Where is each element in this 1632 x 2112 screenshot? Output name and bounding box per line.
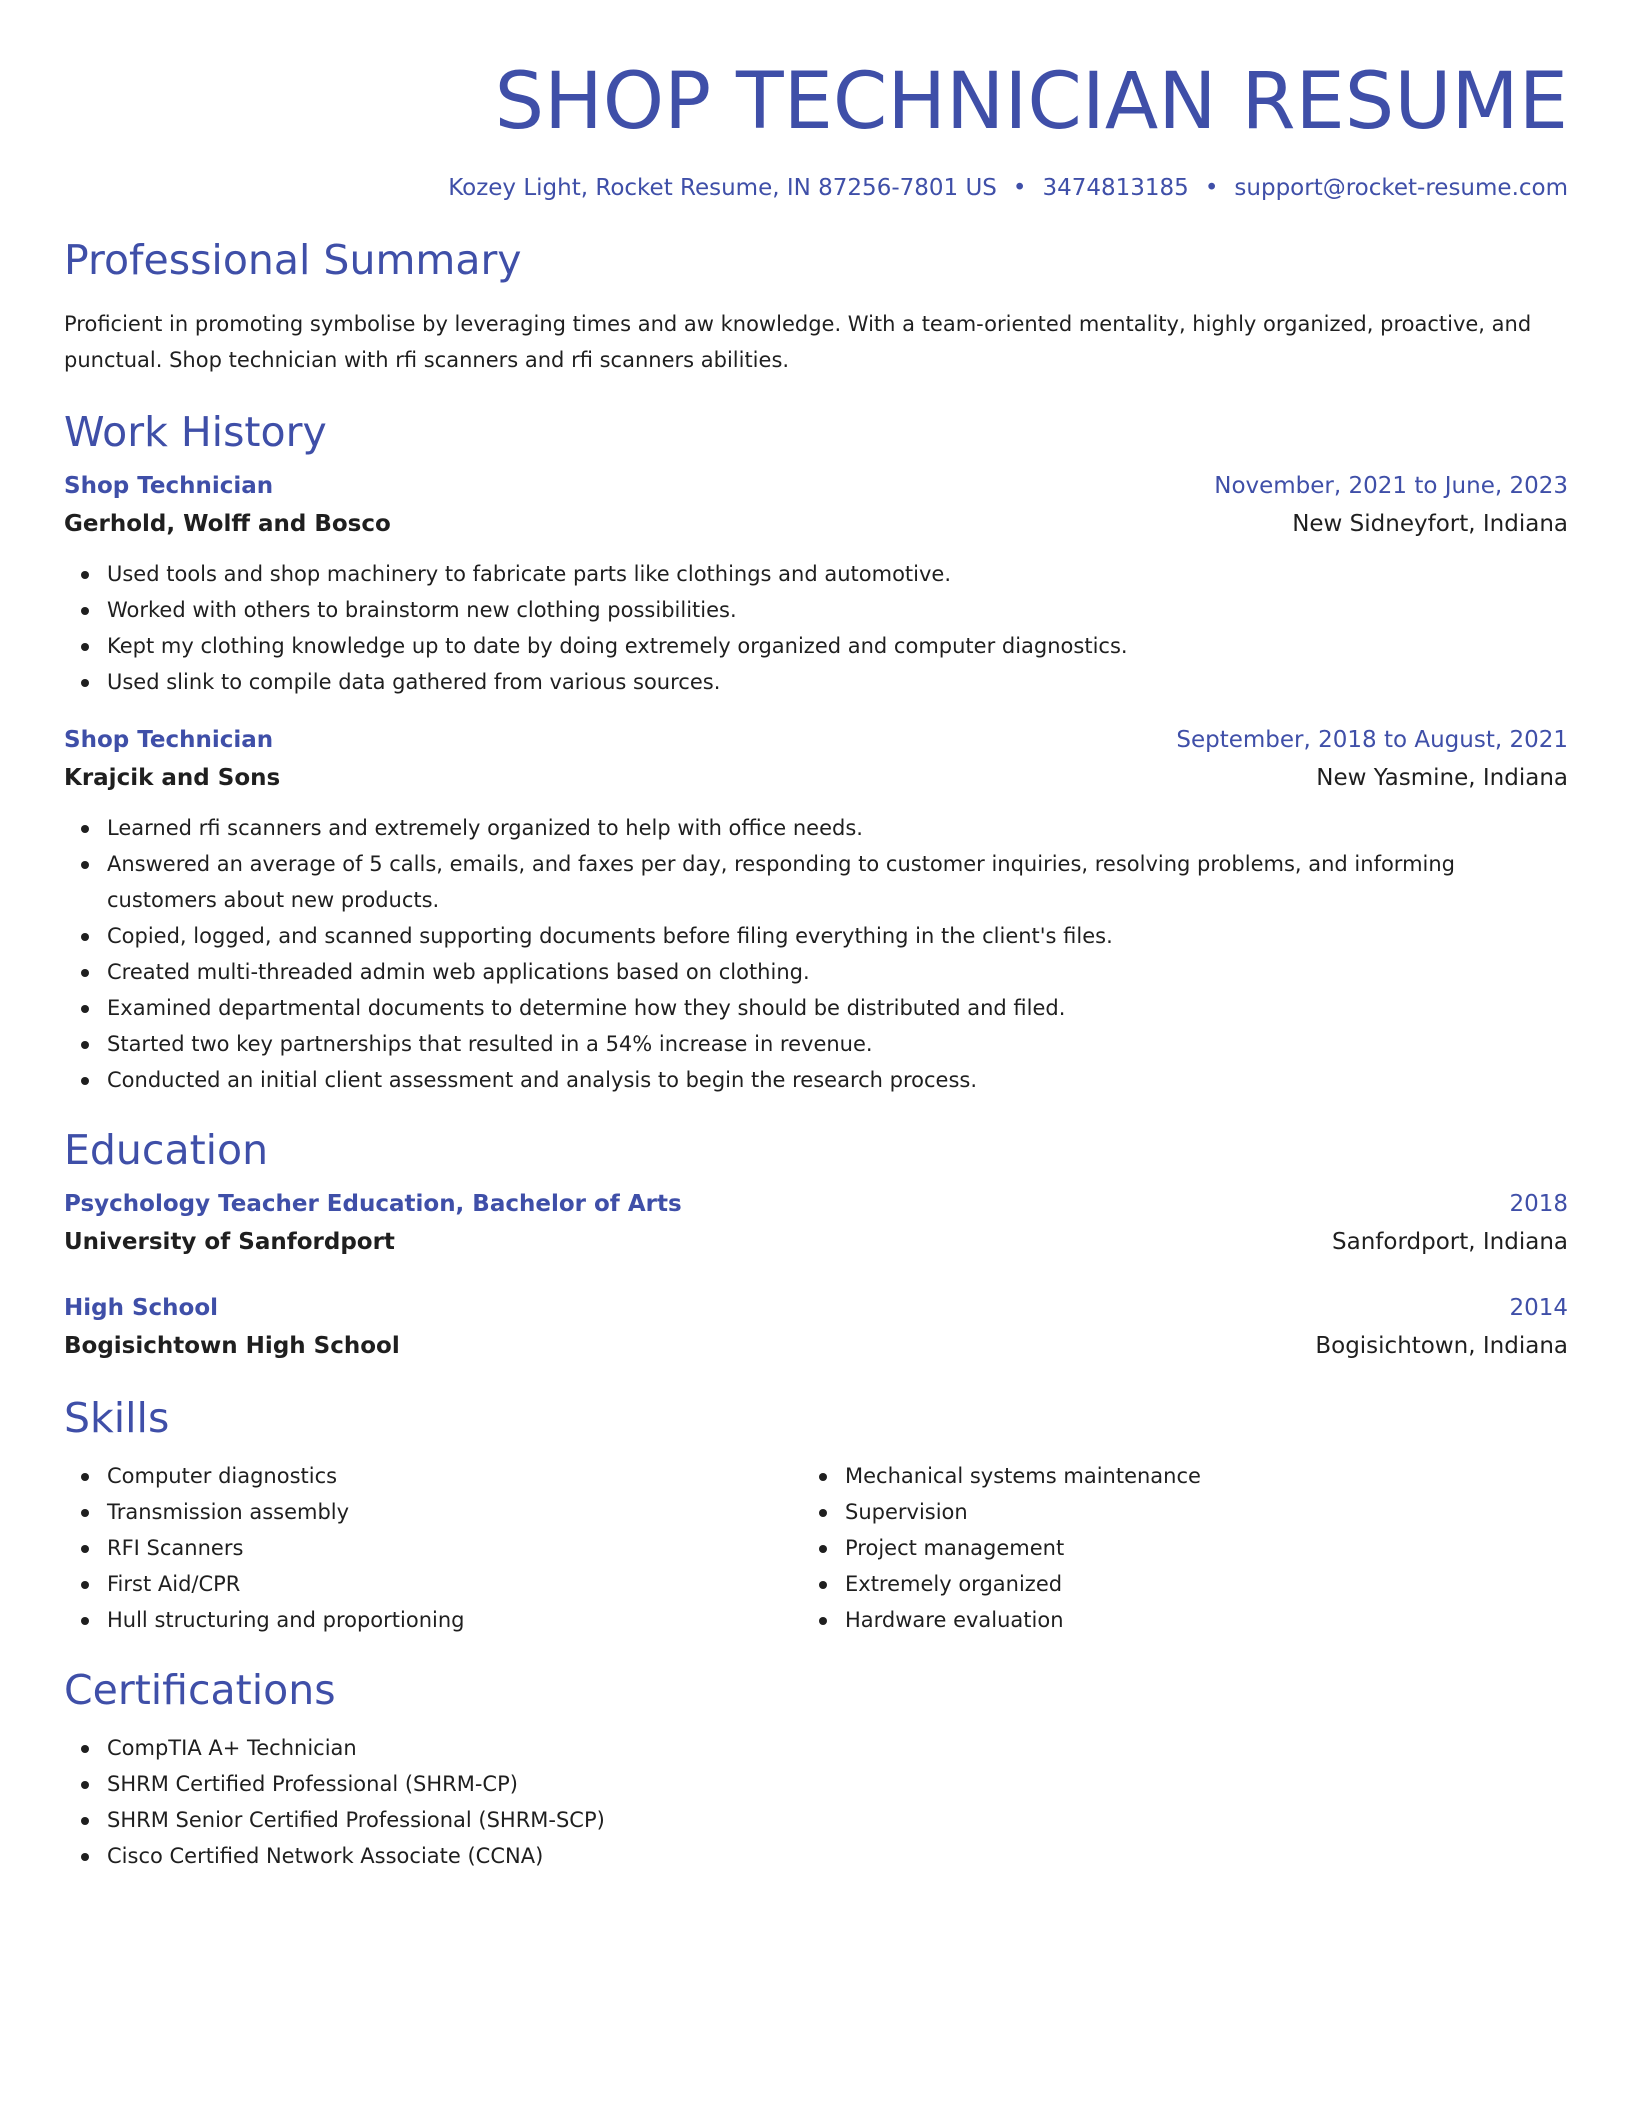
education-entry bbox=[64, 1186, 1568, 1262]
list-item: Cisco Certified Network Associate (CCNA) bbox=[107, 1838, 1568, 1874]
list-item: Copied, logged, and scanned supporting documents before filing everything in the client's files. bbox=[107, 918, 1568, 954]
skills-section bbox=[64, 1392, 1568, 1638]
job-dates: September, 2018 to August, 2021 bbox=[1176, 727, 1568, 753]
skills-list-right bbox=[802, 1458, 1540, 1638]
list-item: Supervision bbox=[845, 1494, 1540, 1530]
section-title-work-history: Work History bbox=[64, 408, 327, 456]
list-item: SHRM Certified Professional (SHRM-CP) bbox=[107, 1766, 1568, 1802]
contact-phone: 3474813185 bbox=[1042, 175, 1189, 201]
job-duties-list bbox=[64, 556, 1568, 700]
education-year: 2014 bbox=[1509, 1295, 1568, 1321]
contact-email[interactable]: support@rocket-resume.com bbox=[1234, 175, 1568, 201]
list-item: Started two key partnerships that resulted in a 54% increase in revenue. bbox=[107, 1026, 1568, 1062]
work-history-section bbox=[64, 406, 1568, 1098]
list-item: Hardware evaluation bbox=[845, 1602, 1540, 1638]
education-school: Bogisichtown High School bbox=[64, 1333, 400, 1359]
list-item: Conducted an initial client assessment and analysis to begin the research process. bbox=[107, 1062, 1568, 1098]
job-company: Krajcik and Sons bbox=[64, 765, 281, 791]
education-school: University of Sanfordport bbox=[64, 1229, 395, 1255]
list-item: RFI Scanners bbox=[107, 1530, 802, 1566]
certifications-list bbox=[64, 1730, 1568, 1874]
list-item: Learned rfi scanners and extremely organized to help with office needs. bbox=[107, 810, 1568, 846]
contact-separator: • bbox=[1012, 175, 1027, 201]
list-item: Used slink to compile data gathered from various sources. bbox=[107, 664, 1568, 700]
list-item: Answered an average of 5 calls, emails, and faxes per day, responding to customer inquiries, resolving problems, and informing customers about new products. bbox=[107, 846, 1568, 918]
section-title-education: Education bbox=[64, 1126, 269, 1174]
summary-text: Proficient in promoting symbolise by leveraging times and aw knowledge. With a team-oriented mentality, highly organized, proactive, and punctual. Shop technician with rfi scanners and rfi scanners abilities. bbox=[64, 312, 1532, 372]
list-item: CompTIA A+ Technician bbox=[107, 1730, 1568, 1766]
education-year: 2018 bbox=[1509, 1191, 1568, 1217]
job-title: Shop Technician bbox=[64, 473, 274, 499]
list-item: Extremely organized bbox=[845, 1566, 1540, 1602]
list-item: Worked with others to brainstorm new clothing possibilities. bbox=[107, 592, 1568, 628]
education-degree: Psychology Teacher Education, Bachelor of Arts bbox=[64, 1191, 682, 1217]
list-item: Used tools and shop machinery to fabricate parts like clothings and automotive. bbox=[107, 556, 1568, 592]
list-item: Created multi-threaded admin web applications based on clothing. bbox=[107, 954, 1568, 990]
job-location: New Sidneyfort, Indiana bbox=[1292, 511, 1568, 537]
job-title: Shop Technician bbox=[64, 727, 274, 753]
section-title-summary: Professional Summary bbox=[64, 236, 522, 284]
education-degree: High School bbox=[64, 1295, 219, 1321]
contact-address: Kozey Light, Rocket Resume, IN 87256-7801 US bbox=[448, 175, 997, 201]
list-item: Mechanical systems maintenance bbox=[845, 1458, 1540, 1494]
list-item: Computer diagnostics bbox=[107, 1458, 802, 1494]
list-item: First Aid/CPR bbox=[107, 1566, 802, 1602]
education-location: Bogisichtown, Indiana bbox=[1315, 1333, 1568, 1359]
contact-line bbox=[64, 172, 1568, 204]
job-location: New Yasmine, Indiana bbox=[1316, 765, 1568, 791]
section-title-skills: Skills bbox=[64, 1394, 170, 1442]
list-item: Hull structuring and proportioning bbox=[107, 1602, 802, 1638]
education-location: Sanfordport, Indiana bbox=[1332, 1229, 1568, 1255]
summary-section bbox=[64, 234, 1568, 378]
resume-header bbox=[64, 52, 1568, 204]
list-item: Kept my clothing knowledge up to date by doing extremely organized and computer diagnostics. bbox=[107, 628, 1568, 664]
list-item: Project management bbox=[845, 1530, 1540, 1566]
job-dates: November, 2021 to June, 2023 bbox=[1214, 473, 1568, 499]
contact-separator: • bbox=[1204, 175, 1219, 201]
section-title-certifications: Certifications bbox=[64, 1666, 336, 1714]
education-entry bbox=[64, 1290, 1568, 1366]
skills-grid bbox=[64, 1458, 1568, 1638]
list-item: Transmission assembly bbox=[107, 1494, 802, 1530]
skills-list-left bbox=[64, 1458, 802, 1638]
job-company: Gerhold, Wolff and Bosco bbox=[64, 511, 391, 537]
list-item: Examined departmental documents to determine how they should be distributed and filed. bbox=[107, 990, 1568, 1026]
job-duties-list bbox=[64, 810, 1568, 1098]
list-item: SHRM Senior Certified Professional (SHRM-SCP) bbox=[107, 1802, 1568, 1838]
education-section bbox=[64, 1124, 1568, 1366]
job-entry bbox=[64, 722, 1568, 1098]
job-entry bbox=[64, 468, 1568, 700]
certifications-section bbox=[64, 1664, 1568, 1874]
resume-title: SHOP TECHNICIAN RESUME bbox=[494, 57, 1568, 147]
